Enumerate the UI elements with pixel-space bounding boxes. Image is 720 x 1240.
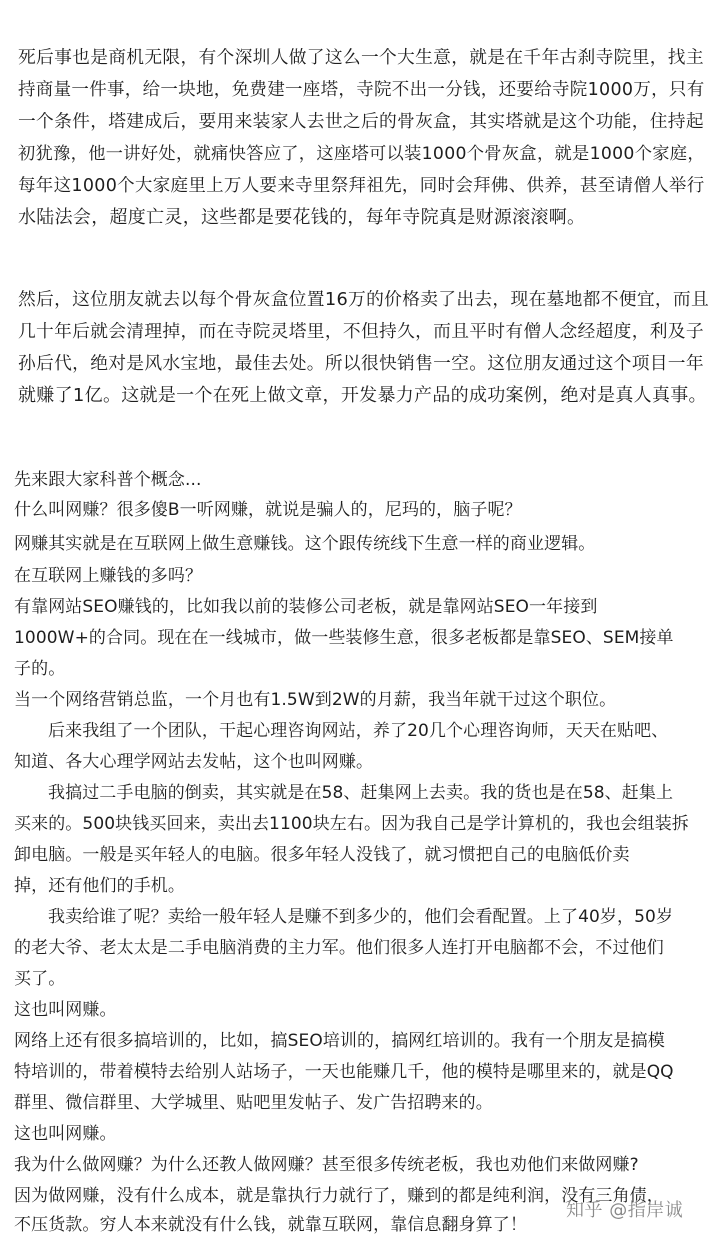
text-line: 这也叫网赚。: [14, 1000, 117, 1020]
text-line: 后来我组了一个团队，干起心理咨询网站，养了20几个心理咨询师，天天在贴吧、: [48, 721, 669, 741]
text-line: 我为什么做网赚？为什么还教人做网赚？甚至很多传统老板，我也劝他们来做网赚?: [14, 1155, 639, 1175]
text-line: 就赚了1亿。这就是一个在死上做文章，开发暴力产品的成功案例，绝对是真人真事。: [18, 385, 707, 406]
text-line: 一个条件，塔建成后，要用来装家人去世之后的骨灰盒，其实塔就是这个功能，住持起: [18, 112, 704, 132]
text-line: 持商量一件事，给一块地，免费建一座塔，寺院不出一分钱，还要给寺院1000万，只有: [18, 80, 705, 100]
text-line: 1000W+的合同。现在在一线城市，做一些装修生意，很多老板都是靠SEO、SEM接单: [14, 628, 674, 648]
text-line: 的老大爷、老太太是二手电脑消费的主力军。他们很多人连打开电脑都不会，不过他们: [14, 938, 664, 958]
text-line: 这也叫网赚。: [14, 1124, 117, 1144]
text-line: 特培训的，带着模特去给别人站场子，一天也能赚几千，他的模特是哪里来的，就是QQ: [14, 1062, 674, 1082]
text-line: 不压货款。穷人本来就没有什么钱，就靠互联网，靠信息翻身算了！: [14, 1215, 527, 1235]
text-line: 知道、各大心理学网站去发帖，这个也叫网赚。: [14, 752, 374, 772]
text-line: 先来跟大家科普个概念...: [14, 470, 202, 490]
text-line: 网络上还有很多搞培训的，比如，搞SEO培训的，搞网红培训的。我有一个朋友是搞模: [14, 1031, 665, 1051]
text-line: 我搞过二手电脑的倒卖，其实就是在58、赶集网上去卖。我的货也是在58、赶集上: [48, 783, 674, 803]
text-line: 买来的。500块钱买回来，卖出去1100块左右。因为我自己是学计算机的，我也会组装拆: [14, 814, 689, 834]
text-line: 子的。: [14, 659, 66, 679]
text-line: 什么叫网赚？很多傻B一听网赚，就说是骗人的，尼玛的，脑子呢？: [14, 500, 522, 520]
text-line: 在互联网上赚钱的多吗？: [14, 566, 203, 586]
text-line: 初犹豫，他一讲好处，就痛快答应了，这座塔可以装1000个骨灰盒，就是1000个家庭，: [18, 144, 705, 164]
text-line: 我卖给谁了呢？卖给一般年轻人是赚不到多少的，他们会看配置。上了40岁，50岁: [48, 907, 674, 927]
text-line: 网赚其实就是在互联网上做生意赚钱。这个跟传统线下生意一样的商业逻辑。: [14, 534, 596, 554]
text-line: 因为做网赚，没有什么成本，就是靠执行力就行了，赚到的都是纯利润，没有三角债，: [14, 1186, 664, 1206]
text-line: 群里、微信群里、大学城里、贴吧里发帖子、发广告招聘来的。: [14, 1093, 493, 1113]
text-line: 几十年后就会清理掉，而在寺院灵塔里，不但持久，而且平时有僧人念经超度，利及子: [18, 322, 704, 342]
text-line: 当一个网络营销总监，一个月也有1.5W到2W的月薪，我当年就干过这个职位。: [14, 690, 617, 710]
text-line: 每年这1000个大家庭里上万人要来寺里祭拜祖先，同时会拜佛、供养，甚至请僧人举行: [18, 176, 705, 196]
text-line: 掉，还有他们的手机。: [14, 876, 185, 896]
text-line: 水陆法会，超度亡灵，这些都是要花钱的，每年寺院真是财源滚滚啊。: [18, 207, 586, 228]
text-line: 卸电脑。一般是买年轻人的电脑。很多年轻人没钱了，就习惯把自己的电脑低价卖: [14, 845, 630, 865]
text-line: 有靠网站SEO赚钱的，比如我以前的装修公司老板，就是靠网站SEO一年接到: [14, 597, 598, 617]
text-line: 孙后代，绝对是风水宝地，最佳去处。所以很快销售一空。这位朋友通过这个项目一年: [18, 354, 704, 374]
text-line: 然后，这位朋友就去以每个骨灰盒位置16万的价格卖了出去，现在墓地都不便宜，而且: [18, 290, 710, 310]
zhihu-watermark: 知乎 @指岸诚: [566, 1200, 684, 1221]
text-line: 买了。: [14, 969, 66, 989]
text-line: 死后事也是商机无限，有个深圳人做了这么一个大生意，就是在千年古刹寺院里，找主: [18, 48, 704, 68]
